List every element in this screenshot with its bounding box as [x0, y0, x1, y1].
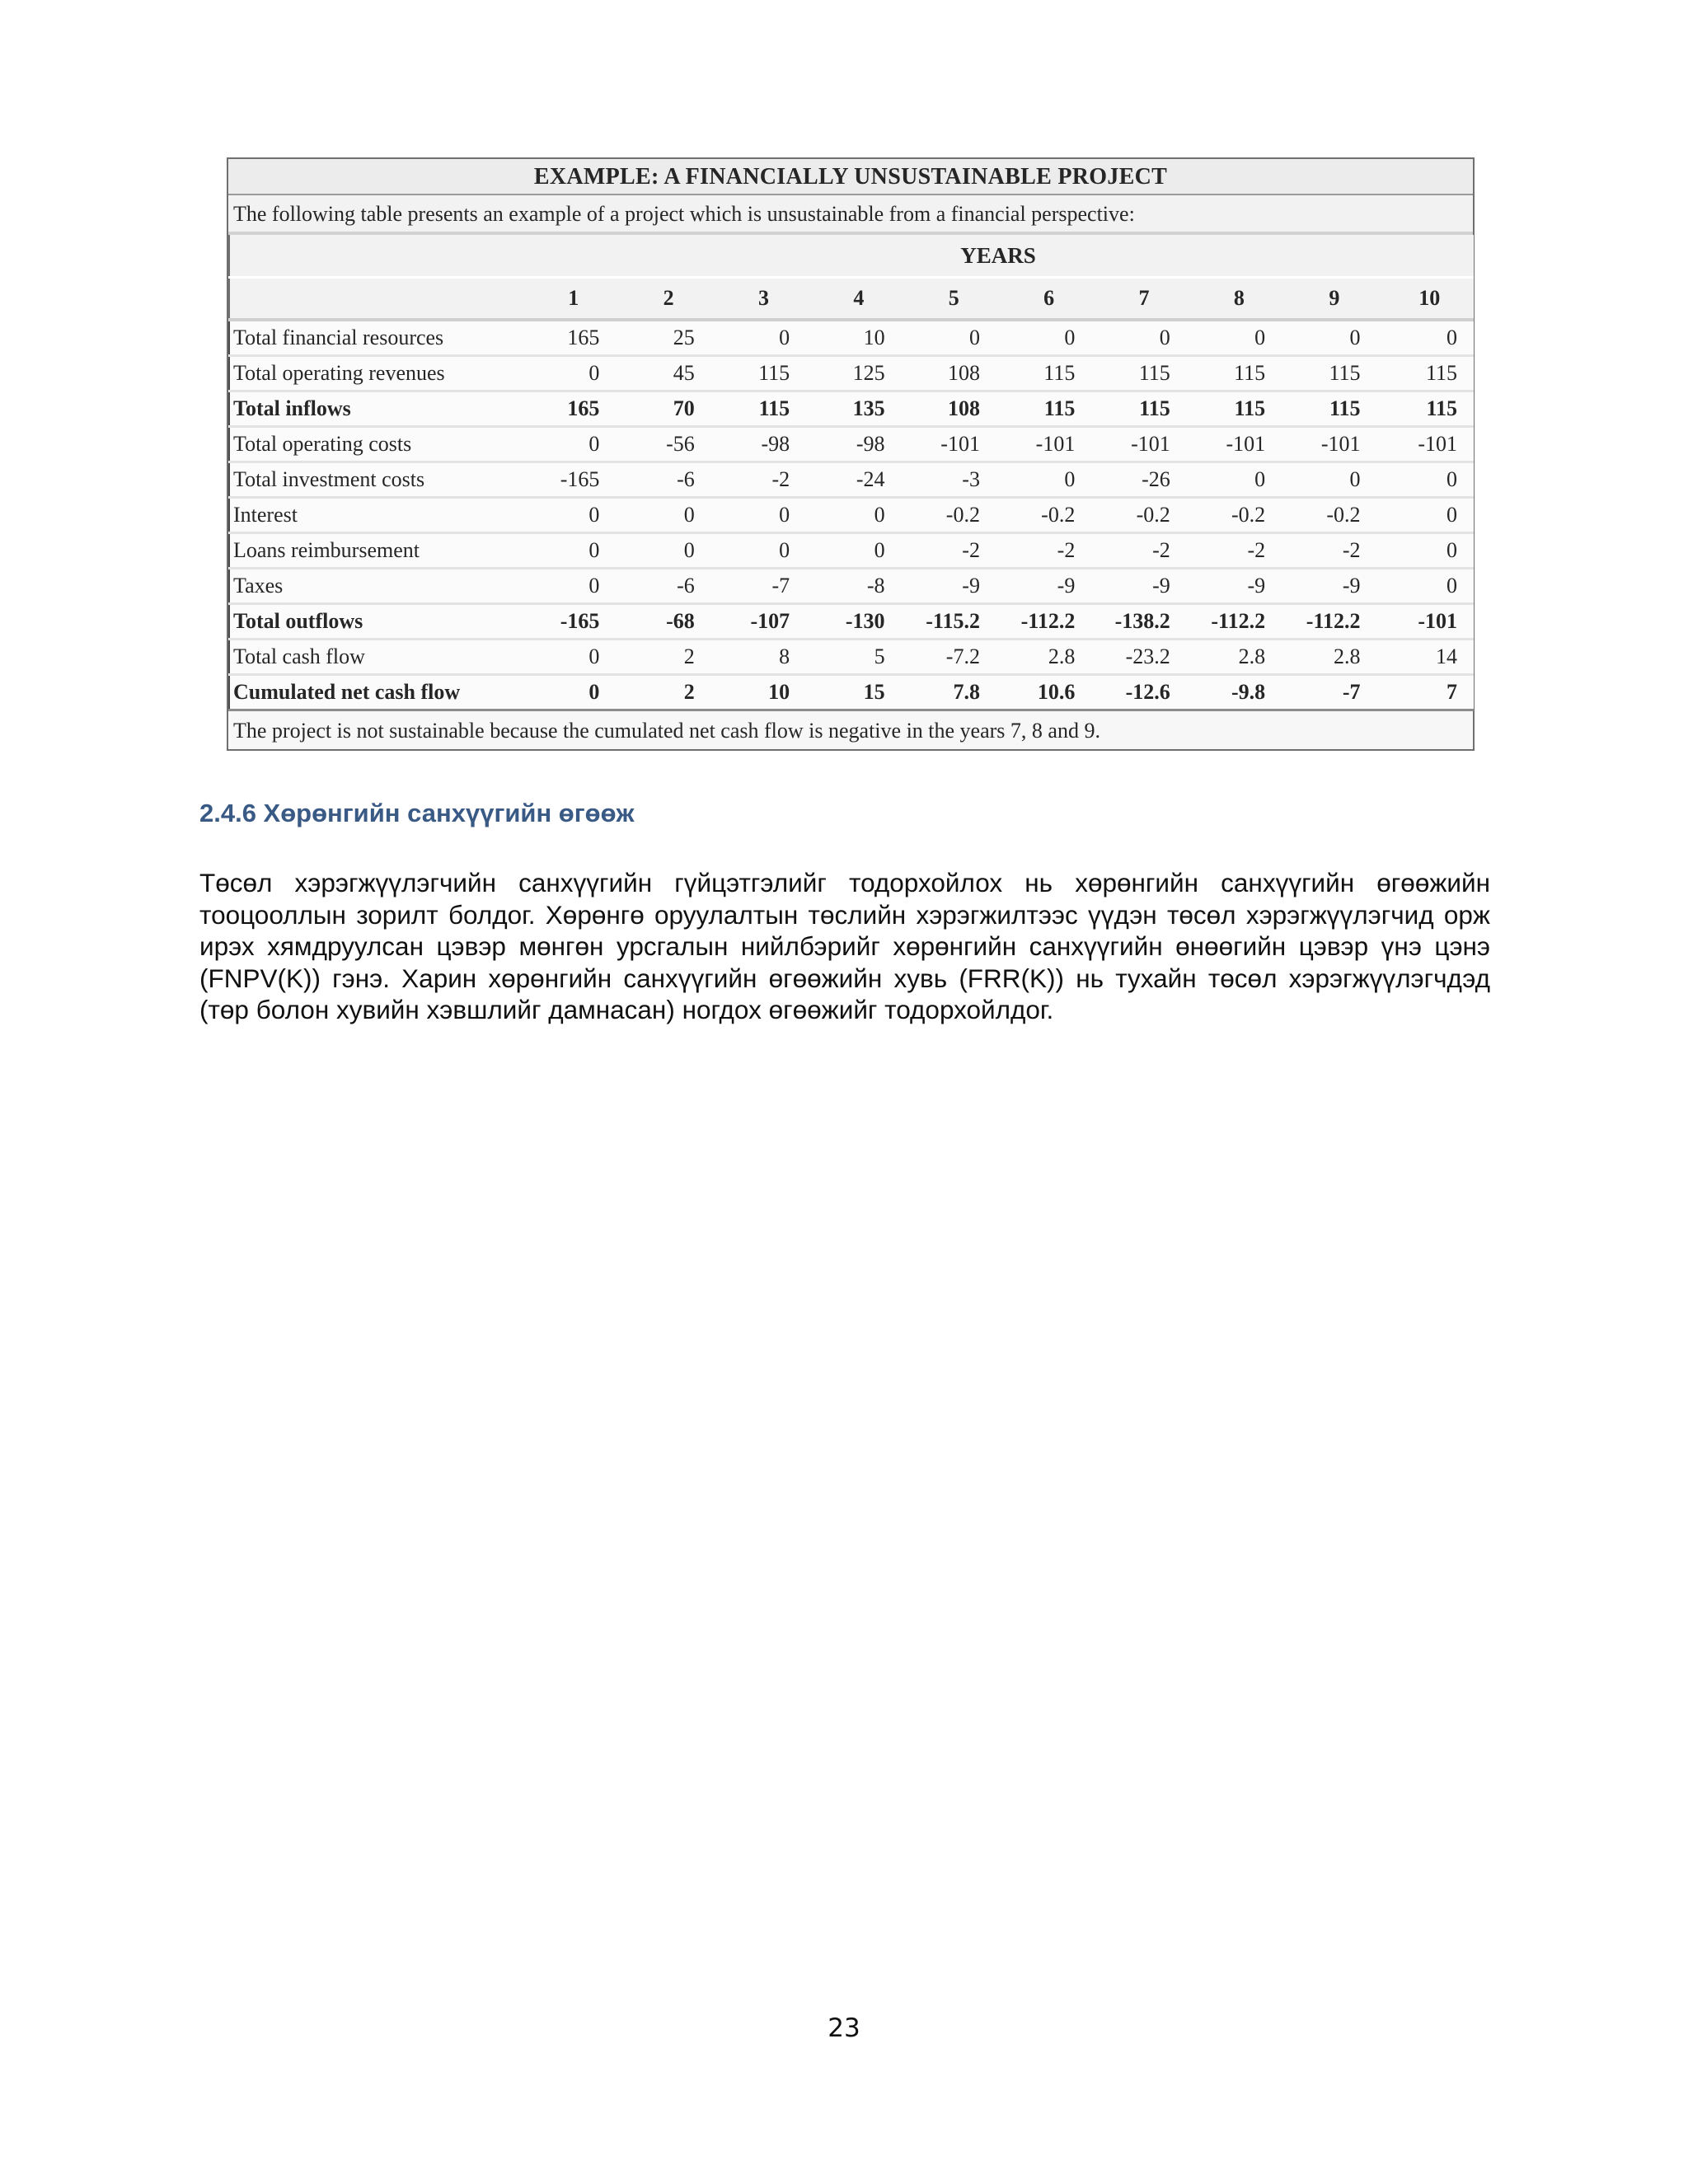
table-row — [229, 675, 1474, 710]
table-cell: -0.2 — [998, 498, 1093, 533]
years-header-row — [229, 235, 1474, 278]
table-cell: -0.2 — [1283, 498, 1378, 533]
table-cell: 2 — [617, 675, 712, 710]
table-cell: 5 — [808, 640, 903, 675]
table-row — [229, 640, 1474, 675]
table-cell: -9 — [998, 569, 1093, 604]
table-cell: -98 — [808, 427, 903, 462]
year-number-row — [229, 278, 1474, 321]
example-table-figure — [227, 157, 1475, 751]
table-cell: -9 — [1283, 569, 1378, 604]
table-cell: 0 — [808, 533, 903, 569]
table-cell: -0.2 — [1189, 498, 1283, 533]
year-header-cell: 10 — [1379, 278, 1475, 321]
table-cell: 25 — [617, 320, 712, 356]
table-cell: -101 — [1379, 604, 1475, 640]
table-cell: 0 — [617, 533, 712, 569]
header-blank-cell — [229, 278, 523, 321]
year-header-cell: 3 — [713, 278, 808, 321]
table-cell: -112.2 — [1189, 604, 1283, 640]
table-cell: -12.6 — [1093, 675, 1188, 710]
table-cell: -6 — [617, 569, 712, 604]
table-cell: 115 — [1093, 391, 1188, 427]
table-cell: 115 — [1283, 356, 1378, 391]
table-cell: 0 — [523, 356, 617, 391]
table-cell: -9 — [903, 569, 998, 604]
table-cell: -112.2 — [998, 604, 1093, 640]
table-cell: -115.2 — [903, 604, 998, 640]
table-cell: -130 — [808, 604, 903, 640]
table-cell: 115 — [1379, 391, 1475, 427]
year-header-cell: 4 — [808, 278, 903, 321]
table-cell: 125 — [808, 356, 903, 391]
table-cell: 0 — [998, 462, 1093, 498]
row-label: Loans reimbursement — [229, 533, 523, 569]
table-cell: 115 — [1379, 356, 1475, 391]
year-header-cell: 2 — [617, 278, 712, 321]
table-cell: 0 — [998, 320, 1093, 356]
table-cell: 108 — [903, 356, 998, 391]
page-number: 23 — [828, 2013, 860, 2043]
table-cell: 0 — [1379, 569, 1475, 604]
year-header-cell: 6 — [998, 278, 1093, 321]
table-cell: 2.8 — [1189, 640, 1283, 675]
table-row — [229, 533, 1474, 569]
table-cell: 0 — [713, 498, 808, 533]
table-row — [229, 569, 1474, 604]
table-cell: -101 — [903, 427, 998, 462]
table-cell: 14 — [1379, 640, 1475, 675]
year-header-cell: 9 — [1283, 278, 1378, 321]
table-cell: 0 — [1283, 462, 1378, 498]
table-cell: 70 — [617, 391, 712, 427]
body-paragraph: Төсөл хэрэгжүүлэгчийн санхүүгийн гүйцэтгэлийг тодорхойлох нь хөрөнгийн санхүүгийн өгөөжийн тооцооллын зорилт болдог. Хөрөнгө оруулалтын төслийн хэрэгжилтээс үүдэн төсөл хэрэгжүүлэгчид орж ирэх хямдруулсан цэвэр мөнгөн урсгалын нийлбэрийг хөрөнгийн санхүүгийн өнөөгийн цэвэр үнэ цэнэ (FNPV(K)) гэнэ. Харин хөрөнгийн санхүүгийн өгөөжийн хувь (FRR(K)) нь тухайн төсөл хэрэгжүүлэгчдэд (төр болон хувийн хэвшлийг дамнасан) ногдох өгөөжийг тодорхойлдог. — [199, 868, 1490, 1024]
table-cell: -8 — [808, 569, 903, 604]
table-cell: 0 — [1189, 462, 1283, 498]
table-row — [229, 604, 1474, 640]
table-cell: 2.8 — [1283, 640, 1378, 675]
table-cell: -23.2 — [1093, 640, 1188, 675]
table-cell: -0.2 — [1093, 498, 1188, 533]
table-cell: 10.6 — [998, 675, 1093, 710]
table-cell: 2.8 — [998, 640, 1093, 675]
year-header-cell: 1 — [523, 278, 617, 321]
table-cell: 0 — [523, 640, 617, 675]
table-cell: 115 — [998, 356, 1093, 391]
row-label: Total cash flow — [229, 640, 523, 675]
table-cell: -3 — [903, 462, 998, 498]
table-cell: 0 — [617, 498, 712, 533]
row-label: Total investment costs — [229, 462, 523, 498]
table-row — [229, 391, 1474, 427]
table-cell: 0 — [808, 498, 903, 533]
year-header-cell: 8 — [1189, 278, 1283, 321]
row-label: Total inflows — [229, 391, 523, 427]
table-cell: 0 — [1093, 320, 1188, 356]
table-cell: -0.2 — [903, 498, 998, 533]
table-cell: 165 — [523, 391, 617, 427]
table-cell: 0 — [1379, 320, 1475, 356]
table-cell: 7 — [1379, 675, 1475, 710]
table-cell: 0 — [713, 320, 808, 356]
table-cell: -138.2 — [1093, 604, 1188, 640]
table-cell: -2 — [903, 533, 998, 569]
table-cell: 115 — [1189, 356, 1283, 391]
table-cell: 0 — [1379, 533, 1475, 569]
table-cell: 7.8 — [903, 675, 998, 710]
table-cell: -68 — [617, 604, 712, 640]
table-cell: -101 — [1093, 427, 1188, 462]
table-cell: -98 — [713, 427, 808, 462]
year-header-cell: 7 — [1093, 278, 1188, 321]
table-cell: 10 — [713, 675, 808, 710]
table-cell: -165 — [523, 604, 617, 640]
table-cell: -7 — [1283, 675, 1378, 710]
cash-flow-table — [228, 235, 1474, 711]
table-cell: 115 — [1189, 391, 1283, 427]
table-cell: 115 — [998, 391, 1093, 427]
table-cell: 2 — [617, 640, 712, 675]
table-cell: -101 — [1283, 427, 1378, 462]
table-cell: 0 — [523, 498, 617, 533]
section-heading: 2.4.6 Хөрөнгийн санхүүгийн өгөөж — [199, 799, 635, 827]
table-cell: 0 — [523, 569, 617, 604]
table-row — [229, 427, 1474, 462]
table-cell: 108 — [903, 391, 998, 427]
table-cell: -56 — [617, 427, 712, 462]
row-label: Total financial resources — [229, 320, 523, 356]
table-cell: -101 — [998, 427, 1093, 462]
table-row — [229, 320, 1474, 356]
row-label: Taxes — [229, 569, 523, 604]
table-cell: -112.2 — [1283, 604, 1378, 640]
table-cell: 115 — [1283, 391, 1378, 427]
table-intro: The following table presents an example of a project which is unsustainable from a financial perspective: — [228, 195, 1473, 235]
table-cell: 0 — [903, 320, 998, 356]
years-header: YEARS — [523, 235, 1474, 278]
table-title: EXAMPLE: A FINANCIALLY UNSUSTAINABLE PROJECT — [228, 159, 1473, 195]
table-cell: -24 — [808, 462, 903, 498]
row-label: Cumulated net cash flow — [229, 675, 523, 710]
table-cell: 0 — [523, 427, 617, 462]
table-cell: 115 — [1093, 356, 1188, 391]
table-cell: 115 — [713, 356, 808, 391]
row-label: Total operating costs — [229, 427, 523, 462]
table-cell: -2 — [1189, 533, 1283, 569]
table-cell: 0 — [523, 675, 617, 710]
table-cell: -6 — [617, 462, 712, 498]
table-cell: -7 — [713, 569, 808, 604]
table-cell: -2 — [1283, 533, 1378, 569]
header-blank-cell — [229, 235, 523, 278]
table-body — [229, 320, 1474, 710]
table-cell: 45 — [617, 356, 712, 391]
table-cell: -9 — [1189, 569, 1283, 604]
table-cell: -26 — [1093, 462, 1188, 498]
table-cell: 0 — [523, 533, 617, 569]
table-cell: 15 — [808, 675, 903, 710]
table-row — [229, 356, 1474, 391]
row-label: Total outflows — [229, 604, 523, 640]
table-cell: 0 — [1379, 498, 1475, 533]
row-label: Interest — [229, 498, 523, 533]
table-cell: -107 — [713, 604, 808, 640]
table-cell: 0 — [1283, 320, 1378, 356]
table-cell: -2 — [713, 462, 808, 498]
table-cell: 8 — [713, 640, 808, 675]
table-cell: -165 — [523, 462, 617, 498]
table-cell: -9.8 — [1189, 675, 1283, 710]
table-cell: -101 — [1189, 427, 1283, 462]
table-cell: -2 — [1093, 533, 1188, 569]
table-cell: -7.2 — [903, 640, 998, 675]
table-cell: 10 — [808, 320, 903, 356]
row-label: Total operating revenues — [229, 356, 523, 391]
table-cell: 0 — [713, 533, 808, 569]
table-row — [229, 498, 1474, 533]
table-cell: 165 — [523, 320, 617, 356]
table-note: The project is not sustainable because the cumulated net cash flow is negative in the years 7, 8 and 9. — [228, 711, 1473, 751]
table-cell: 135 — [808, 391, 903, 427]
table-cell: -101 — [1379, 427, 1475, 462]
table-cell: -2 — [998, 533, 1093, 569]
table-cell: 0 — [1379, 462, 1475, 498]
year-header-cell: 5 — [903, 278, 998, 321]
table-cell: 115 — [713, 391, 808, 427]
table-cell: 0 — [1189, 320, 1283, 356]
table-row — [229, 462, 1474, 498]
table-cell: -9 — [1093, 569, 1188, 604]
